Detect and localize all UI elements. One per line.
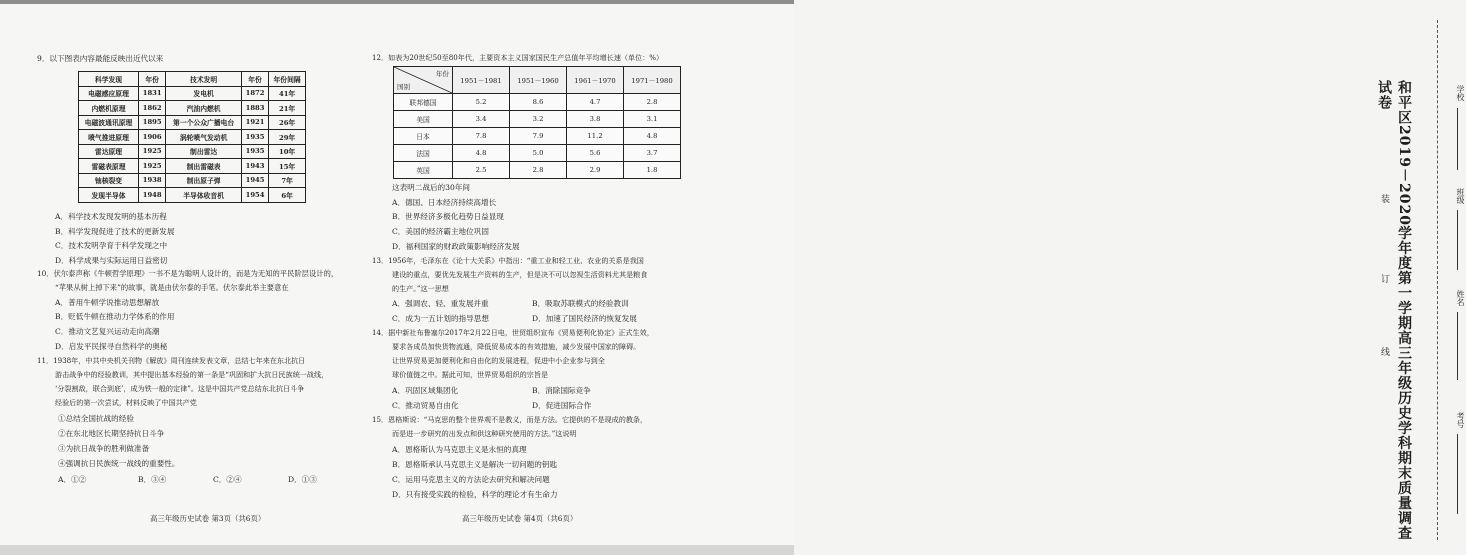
scan-edge-top [0, 0, 794, 4]
table-cell: 3.8 [567, 111, 624, 128]
table-cell: 1921 [241, 115, 268, 130]
table-cell: 3.2 [510, 111, 567, 128]
table-cell: 雷达原理 [79, 144, 139, 159]
table-cell: 1872 [241, 86, 268, 101]
right-page-footer: 高三年级历史试卷 第4页（共6页） [462, 514, 578, 523]
q9-option-c: C．技术发明孕育于科学发现之中 [55, 241, 168, 250]
table-cell: 内燃机原理 [79, 101, 139, 116]
table-cell: 雷磁表原理 [79, 159, 139, 174]
table-cell: 半导体收音机 [166, 188, 242, 203]
q12-header-cell: 1961－1970 [567, 67, 624, 94]
table-cell: 2.8 [624, 94, 681, 111]
table-cell: 5.2 [453, 94, 510, 111]
table-cell: 15年 [269, 159, 306, 174]
table-cell: 1.8 [624, 162, 681, 179]
table-cell: 1935 [241, 130, 268, 145]
scan-edge-bottom [0, 545, 794, 555]
school-line[interactable] [1457, 108, 1458, 170]
table-cell: 第一个公众广播电台 [166, 115, 242, 130]
table-cell: 美国 [394, 111, 453, 128]
binding-strip [695, 0, 1465, 545]
table-cell: 汽油内燃机 [166, 101, 242, 116]
table-row [79, 144, 306, 159]
table-cell: 电磁感应原理 [79, 86, 139, 101]
table-cell: 联邦德国 [394, 94, 453, 111]
q12-stem: 12．如表为20世纪50至80年代，主要资本主义国家国民生产总值年平均增长速（单位：%） [372, 53, 664, 62]
table-row [79, 173, 306, 188]
table-cell: 7年 [269, 173, 306, 188]
q14-option-b: B．消除国际竞争 [532, 386, 591, 395]
left-page-footer: 高三年级历史试卷 第3页（共6页） [150, 514, 266, 523]
q10-line-2: “苹果从树上掉下来”的故事，就是由伏尔泰的手笔。伏尔泰此举主要意在 [55, 283, 289, 292]
q13-line-3: 的生产。”这一思想 [392, 284, 449, 293]
q15-option-b: B．恩格斯承认马克思主义是解决一切问题的钥匙 [392, 460, 558, 469]
seal-mark: 订 [1381, 275, 1391, 285]
table-cell: 1954 [241, 188, 268, 203]
table-cell: 日本 [394, 128, 453, 145]
q14-line-2: 要求各成员加快货物流通，降低贸易成本的有效措施，减少发展中国家的障碍。 [392, 342, 641, 351]
q9-header-cell: 年份 [241, 72, 268, 87]
table-cell: 1938 [139, 173, 166, 188]
table-cell: 1943 [241, 159, 268, 174]
q10-option-b: B．贬低牛顿在推动力学体系的作用 [55, 312, 175, 321]
q12-table [393, 66, 681, 179]
number-line[interactable] [1457, 434, 1458, 514]
q15-option-d: D．只有接受实践的检验，科学的理论才有生命力 [392, 490, 558, 499]
table-row [394, 145, 681, 162]
table-cell: 铀核裂变 [79, 173, 139, 188]
q13-option-b: B．吸取苏联模式的经验教训 [532, 299, 629, 308]
corner-year-label: 年份 [436, 70, 449, 78]
q9-stem: 9．以下图表内容最能反映出近代以来 [37, 54, 164, 63]
name-label: 姓名 [1456, 290, 1465, 306]
table-cell: 2.8 [510, 162, 567, 179]
q11-option-c: C．②④ [213, 475, 242, 484]
q12-table-header [394, 67, 681, 94]
table-row [394, 94, 681, 111]
q9-option-b: B．科学发现促进了技术的更新发展 [55, 227, 175, 236]
q13-line-1: 13．1956年，毛泽东在《论十大关系》中指出：“重工业和轻工业、农业的关系是我国 [372, 256, 644, 265]
q13-option-d: D．加速了国民经济的恢复发展 [532, 314, 637, 323]
q14-line-1: 14．据中新社布鲁塞尔2017年2月22日电，世贸组织宣布《贸易便利化协定》正式生效， [372, 328, 654, 337]
seal-mark: 装 [1381, 195, 1391, 205]
table-cell: 4.8 [453, 145, 510, 162]
q14-option-a: A．巩固区域集团化 [392, 386, 459, 395]
q12-corner-cell [394, 67, 453, 94]
table-cell: 1948 [139, 188, 166, 203]
table-cell: 1945 [241, 173, 268, 188]
table-cell: 4.8 [624, 128, 681, 145]
table-cell: 7.8 [453, 128, 510, 145]
q11-item-4: ④强调抗日民族统一战线的重要性。 [58, 459, 180, 468]
q11-line-3: ‘分裂割敌，联合到底’，成为铁一般的定律”。这是中国共产党总结东北抗日斗争 [55, 384, 305, 393]
table-cell: 1925 [139, 159, 166, 174]
table-row [79, 101, 306, 116]
table-cell: 制出雷达 [166, 144, 242, 159]
class-line[interactable] [1457, 210, 1458, 270]
q12-header-cell: 1971－1980 [624, 67, 681, 94]
q14-option-c: C．推动贸易自由化 [392, 401, 459, 410]
table-cell: 1831 [139, 86, 166, 101]
table-cell: 5.0 [510, 145, 567, 162]
table-cell: 电磁波通讯原理 [79, 115, 139, 130]
table-cell: 3.4 [453, 111, 510, 128]
q11-line-2: 游击战争中的经验教训，其中提出基本经验的第一条是“巩固和扩大抗日民族统一战线， [55, 370, 329, 379]
q9-option-a: A．科学技术发现发明的基本历程 [55, 212, 167, 221]
table-cell: 英国 [394, 162, 453, 179]
table-cell: 3.7 [624, 145, 681, 162]
q12-option-d: D．福利国家的财政政策影响经济发展 [392, 242, 520, 251]
q11-option-d: D．①③ [288, 475, 317, 484]
table-cell: 1935 [241, 144, 268, 159]
school-label: 学校 [1456, 85, 1465, 101]
q11-option-a: A．①② [58, 475, 87, 484]
table-row [79, 115, 306, 130]
table-cell: 7.9 [510, 128, 567, 145]
q12-after: 这表明二战后的30年间 [392, 183, 471, 192]
q12-header-cell: 1951－1960 [510, 67, 567, 94]
q11-item-1: ①总结全国抗战的经验 [58, 414, 134, 423]
table-cell: 29年 [269, 130, 306, 145]
q14-line-4: 球价值链之中。据此可知，世界贸易组织的宗旨是 [392, 370, 549, 379]
q15-line-2: 而是进一步研究的出发点和供这种研究使用的方法。”这说明 [392, 429, 577, 438]
table-cell: 制出原子弹 [166, 173, 242, 188]
q13-option-a: A．强调农、轻、重发展并重 [392, 299, 489, 308]
binding-dashed-line [1437, 20, 1438, 540]
q11-option-b: B．③④ [138, 475, 167, 484]
q14-option-d: D．促进国际合作 [532, 401, 592, 410]
class-label: 班级 [1456, 188, 1465, 204]
q9-table-header [79, 72, 306, 87]
table-cell: 3.1 [624, 111, 681, 128]
q12-option-a: A．德国、日本经济持续高增长 [392, 198, 497, 207]
table-row [79, 86, 306, 101]
table-cell: 1883 [241, 101, 268, 116]
table-cell: 发现半导体 [79, 188, 139, 203]
table-cell: 8.6 [510, 94, 567, 111]
table-row [79, 159, 306, 174]
table-cell: 5.6 [567, 145, 624, 162]
exam-title: 和平区2019－2020学年度第一学期高三年级历史学科期末质量调查试卷 [1376, 80, 1412, 541]
seal-mark: 线 [1381, 348, 1391, 358]
q12-option-c: C．美国的经济霸主地位巩固 [392, 227, 489, 236]
table-cell: 发电机 [166, 86, 242, 101]
q15-option-c: C．运用马克思主义的方法论去研究和解决问题 [392, 475, 550, 484]
q11-item-2: ②在东北地区长期坚持抗日斗争 [58, 429, 165, 438]
q12-header-cell: 1951－1981 [453, 67, 510, 94]
table-cell: 2.5 [453, 162, 510, 179]
q9-option-d: D．科学成果与实际运用日益密切 [55, 256, 168, 265]
q10-option-d: D．启发平民探寻自然科学的奥秘 [55, 342, 168, 351]
q10-line-1: 10．伏尔泰声称《牛顿哲学原理》一书不是为聪明人设计的，而是为无知的平民阶层设计的， [37, 269, 339, 278]
table-cell: 26年 [269, 115, 306, 130]
corner-country-label: 国别 [397, 83, 410, 91]
table-cell: 制出雷磁表 [166, 159, 242, 174]
q11-item-3: ③为抗日战争的胜利做准备 [58, 444, 150, 453]
q10-option-a: A．普用牛顿学说推动思想解放 [55, 298, 160, 307]
table-cell: 21年 [269, 101, 306, 116]
q14-line-3: 让世界贸易更加便利化和自由化的发展进程，促进中小企业参与到全 [392, 356, 605, 365]
table-cell: 41年 [269, 86, 306, 101]
q9-table [78, 71, 306, 203]
q9-header-cell: 年份间隔 [269, 72, 306, 87]
table-cell: 1925 [139, 144, 166, 159]
table-cell: 喷气推进原理 [79, 130, 139, 145]
table-row [79, 188, 306, 203]
q10-option-c: C．推动文艺复兴运动走向高潮 [55, 327, 160, 336]
q9-header-cell: 技术发明 [166, 72, 242, 87]
name-line[interactable] [1457, 312, 1458, 380]
table-cell: 法国 [394, 145, 453, 162]
q11-line-4: 经验后的第一次尝试，材料反映了中国共产党 [55, 398, 197, 407]
q15-line-1: 15．恩格斯说：“马克思的整个世界观不是教义，而是方法。它提供的不是现成的教条， [372, 415, 648, 424]
table-cell: 4.7 [567, 94, 624, 111]
table-row [394, 162, 681, 179]
q13-line-2: 建设的重点，要优先发展生产资料的生产，但是决不可以忽视生活资料尤其是粮食 [392, 270, 648, 279]
table-cell: 6年 [269, 188, 306, 203]
q12-option-b: B．世界经济多极化趋势日益显现 [392, 212, 504, 221]
q15-option-a: A．恩格斯认为马克思主义是永恒的真理 [392, 445, 527, 454]
q13-option-c: C．成为一五计划的指导思想 [392, 314, 489, 323]
table-cell: 1895 [139, 115, 166, 130]
table-cell: 10年 [269, 144, 306, 159]
number-label: 考号 [1456, 412, 1465, 428]
table-row [394, 128, 681, 145]
table-cell: 1862 [139, 101, 166, 116]
q9-header-cell: 年份 [139, 72, 166, 87]
q11-line-1: 11．1938年，中共中央机关刊物《解放》周刊连续发表文章，总结七年来在东北抗日 [37, 356, 306, 365]
table-cell: 2.9 [567, 162, 624, 179]
table-cell: 1906 [139, 130, 166, 145]
table-cell: 涡轮喷气发动机 [166, 130, 242, 145]
q9-header-cell: 科学发现 [79, 72, 139, 87]
table-row [79, 130, 306, 145]
table-cell: 11.2 [567, 128, 624, 145]
table-row [394, 111, 681, 128]
